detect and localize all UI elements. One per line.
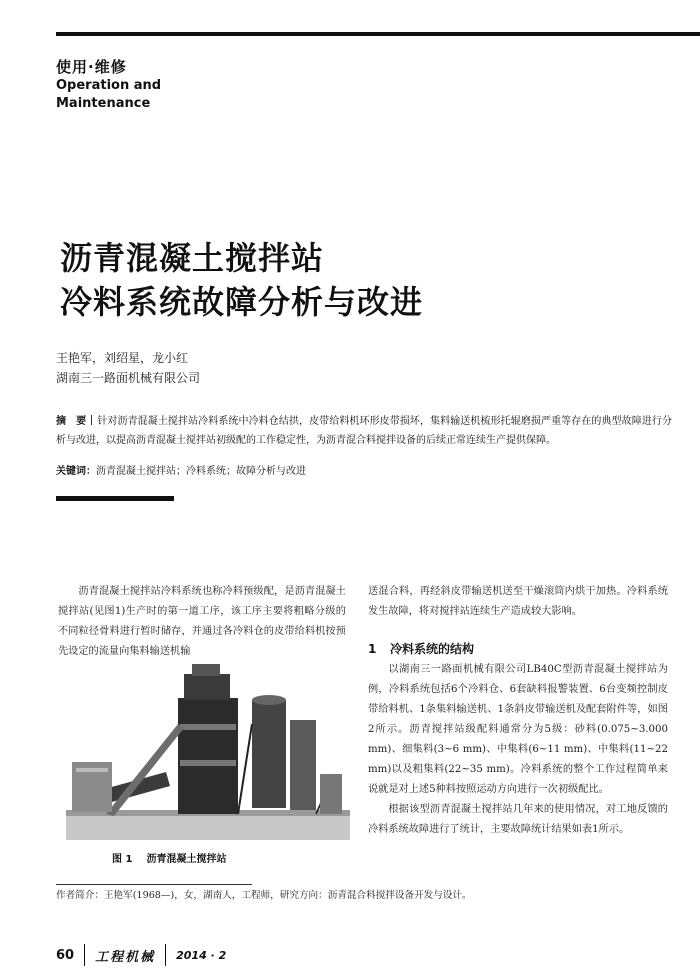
section-divider-bar [56,496,174,501]
author-names: 王艳军，刘绍星，龙小红 [56,351,189,365]
title-line-1: 沥青混凝土搅拌站 [60,239,325,277]
keywords [56,464,306,480]
journal-issue: 2014 · 2 [176,948,227,962]
top-rule [56,32,700,36]
author-affiliation: 湖南三一路面机械有限公司 [56,371,201,385]
abstract-label: 摘 要 [56,416,87,427]
author-footnote: 作者简介：王艳军(1968—)，女，湖南人，工程师，研究方向：沥青混合料搅拌设备开发与设计。 [56,890,472,901]
title-line-2: 冷料系统故障分析与改进 [60,283,424,321]
asphalt-plant-illustration [66,664,350,840]
section-label-en-line2: Maintenance [56,96,151,111]
figure-number: 图 1 [112,854,133,865]
abstract-text: 针对沥青混凝土搅拌站冷料系统中冷料仓结拱，皮带给料机环形皮带损坏，集料输送机梳形托辊磨损严重等存在的典型故障进行分析与改进，以提高沥青混凝土搅拌站初级配的工作稳定性，为沥青混合料搅拌设备的后续正常连续生产提供保障。 [56,416,672,446]
page-number: 60 [56,947,75,963]
footer-separator-2 [165,944,166,966]
section-heading-1 [368,640,474,658]
page-footer [56,944,226,966]
section-heading-number: 1 [368,642,377,656]
abstract [56,412,672,450]
body-left-paragraph: 沥青混凝土搅拌站冷料系统也称冷料预级配，是沥青混凝土搅拌站(见图1)生产时的第一道工序，该工序主要将粗略分级的不同粒径骨料进行暂时储存，并通过各冷料仓的皮带给料机按预先设定的流量向集料输送机输 [58,586,346,657]
figure-caption-text: 沥青混凝土搅拌站 [146,854,227,865]
footnote-rule [56,884,252,885]
section-label [56,56,161,113]
body-right-paragraph-1: 送混合料，再经斜皮带输送机送至干燥滚筒内烘干加热。冷料系统发生故障，将对搅拌站连续生产造成较大影响。 [368,586,668,617]
section-label-en-line1: Operation and [56,78,162,93]
body-right-paragraph-3: 根据该型沥青混凝土搅拌站几年来的使用情况，对工地反馈的冷料系统故障进行了统计，主要故障统计结果如表1所示。 [368,804,668,835]
journal-name: 工程机械 [95,949,156,965]
author-block [56,348,200,388]
keywords-label: 关键词： [56,466,96,477]
figure-caption [112,850,226,865]
section-label-zh: 使用·维修 [56,58,127,76]
abstract-separator [91,415,92,425]
section-heading-text: 冷料系统的结构 [390,642,475,656]
body-right-paragraph-2: 以湖南三一路面机械有限公司LB40C型沥青混凝土搅拌站为例，冷料系统包括6个冷料仓、6套缺料报警装置、6台变频控制皮带给料机、1条集料输送机、1条斜皮带输送机及配套附件等，如图2所示。沥青搅拌站级配料通常分为5级：砂料(0.075~3.000 mm)、细集料(3~6 mm)、中集料(6~11 mm)、中集料(11~22 mm)以及粗集料(22~35 mm)。冷料系统的整个工作过程简单来说就是对上述5种料按照运动方向进行一次初级配比。 [368,664,668,795]
footer-separator [84,944,85,966]
figure-asphalt-plant-photo [66,664,350,840]
article-title [60,236,423,324]
keywords-text: 沥青混凝土搅拌站；冷料系统；故障分析与改进 [96,466,306,477]
